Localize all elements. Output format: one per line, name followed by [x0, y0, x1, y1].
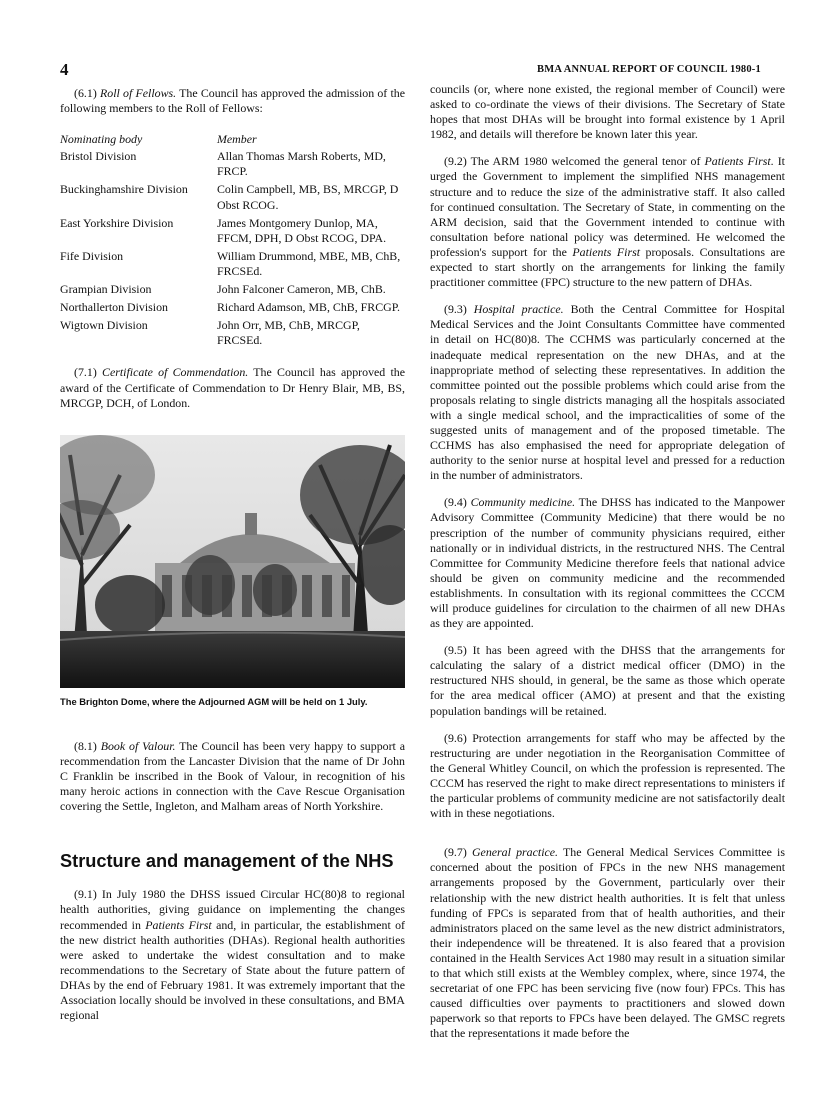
photo-ground [60, 631, 405, 688]
nominating-body-cell: Wigtown Division [60, 318, 148, 333]
paragraph-title: Hospital practice. [473, 302, 564, 317]
paragraph-9-2 [430, 154, 785, 290]
paragraph-8-1 [60, 739, 405, 814]
left-column [60, 86, 405, 1023]
paragraph-text: and, in particular, the establishment of the new district health authorities (DHAs). Regional health authorities were asked to undertake the widest consultation and to make recommendations to the Secretary of State about the future pattern of DHAs by the end of February 1981. It was extremely important that the Association locally should be involved in these consultations, and BMA regional [60, 917, 405, 1023]
nominating-body-cell: Fife Division [60, 248, 124, 263]
paragraph-9-4 [430, 495, 785, 631]
paragraph-title: Roll of Fellows. [100, 86, 177, 100]
nominating-body-cell: Bristol Division [60, 149, 137, 164]
italic-title: Patients First [572, 244, 641, 259]
table-row [60, 182, 405, 215]
right-column [430, 82, 785, 1041]
paragraph-9-3 [430, 302, 785, 483]
paragraph-number: (9.3) [444, 302, 467, 317]
paragraph-6-1 [60, 86, 405, 116]
italic-title: Patients First [704, 154, 771, 169]
paragraph-number: (9.7) [444, 845, 467, 860]
paragraph-9-7 [430, 845, 785, 1041]
running-title: BMA ANNUAL REPORT OF COUNCIL 1980-1 [537, 64, 761, 75]
table-row [60, 318, 405, 351]
paragraph-number: (9.1) [74, 887, 97, 902]
nominating-body-cell: Buckinghamshire Division [60, 182, 188, 197]
paragraph-text: The DHSS has indicated to the Manpower Advisory Committee (Community Medicine) that there would be no prescription of the number of community physicians required, either nationally or in individual districts, in the restructured NHS. The Central Committee for Community Medicine therefore feels that national advice should be given on community medicine and the recommended establishments. In consultation with its regional committees the CCCM will produce guidelines for circulation to the chairmen of all new DHAs as they are appointed. [430, 495, 785, 631]
paragraph-title: Certificate of Commendation. [102, 365, 249, 380]
photo-caption: The Brighton Dome, where the Adjourned AGM will be held on 1 July. [60, 695, 368, 707]
paragraph-text: In July 1980 the DHSS issued Circular HC(80)8 to regional health authorities, giving guidance on implementing the changes recommended in [60, 887, 405, 932]
paragraph-text: The ARM 1980 welcomed the general tenor of [470, 154, 701, 169]
paragraph-text: The Council has been very happy to support a recommendation from the Lancaster Division that the name of Dr John C Franklin be inscribed in the Book of Valour, in recognition of his many heroic actions in connection with the Cave Rescue Organisation covering the Settle, Ingleton, and Malham areas of North Yorkshire. [60, 738, 406, 814]
paragraph-9-6 [430, 731, 785, 822]
fellows-table [60, 132, 405, 351]
paragraph-text: The Council has approved the admission of the following members to the Roll of Fellows: [60, 86, 405, 116]
nominating-body-cell: Grampian Division [60, 282, 152, 297]
member-cell: Colin Campbell, MB, BS, MRCGP, D Obst RCOG. [217, 182, 399, 212]
paragraph-text: Both the Central Committee for Hospital Medical Services and the Joint Consultants Committee have commented in detail on HC(80)8. The CCHMS was particularly concerned at the inadequate medical representation on the new DHAs, and at the inappropriate method of selecting these representatives. In addition the committee pointed out the possible problems which could arise from the proposals relating to single districts managing all the hospitals associated with a single medical school, and the impracticalities of some of the suggested units of management and of the proposed timetable. The CCHMS has also emphasised the need for appropriate delegation of authority to the senior nurse at hospital level and pressed for a reduction in the number of administrators. [430, 302, 785, 483]
table-row [60, 282, 405, 300]
paragraph-number: (9.6) [444, 730, 467, 745]
paragraph-title: General practice. [471, 845, 559, 860]
paragraph-text: The General Medical Services Committee is concerned about the position of FPCs in the new NHS management arrangements proposed by the Government, particularly over their relationship with the new district health authorities. It is felt that unless funding of FPCs is separated from that of health authorities, and their administrators placed on the same level as the new district administrators, their independence will be threatened. It is also feared that a provision contained in the Health Services Act 1980 may result in a situation similar to that which still exists at the Wembley complex, where, since 1974, the secretariat of one FPC has been servicing five (now four) FPCs. This has caused difficulties over payments to practitioners and slowed down paperwork so that reports to FPCs have been delayed. The GMSC regrets that the representations it made before the [430, 845, 785, 1041]
paragraph-9-1-continued: councils (or, where none existed, the regional member of Council) were asked to co-ordinate the views of their divisions. The Secretary of State hopes that most DHAs will be brought into formal existence by 1 April 1982, and details will therefore be known later this year. [430, 82, 785, 142]
paragraph-text: It has been agreed with the DHSS that the arrangements for calculating the salary of a district medical officer (DMO) in the restructured NHS should, in general, be the same as those which operate for the area medical officer (AMO) at present and that the existing population bandings will be retained. [430, 643, 785, 718]
table-row [60, 249, 405, 282]
paragraph-title: Community medicine. [470, 495, 576, 510]
paragraph-title: Book of Valour. [100, 738, 176, 753]
brighton-dome-photo [60, 435, 405, 688]
section-heading: Structure and management of the NHS [60, 851, 394, 872]
paragraph-number: (9.4) [444, 495, 467, 510]
nominating-body-cell: Northallerton Division [60, 300, 168, 315]
paragraph-number: (8.1) [74, 738, 97, 753]
page-number: 4 [60, 60, 69, 79]
paragraph-7-1 [60, 365, 405, 410]
column-header-member: Member [217, 132, 257, 147]
paragraph-text: The Council has approved the award of the Certificate of Commendation to Dr Henry Blair, MB, BS, MRCGP, DCH, of London. [60, 365, 405, 410]
paragraph-number: (6.1) [74, 86, 97, 100]
paragraph-number: (9.2) [444, 154, 467, 169]
table-row [60, 149, 405, 182]
table-row [60, 216, 405, 249]
member-cell: Richard Adamson, MB, ChB, FRCGP. [217, 300, 401, 315]
paragraph-text: . It urged the Government to implement the simplified NHS management structure and to reduce the size of the administrative staff. It also called for continued consultation. The Secretary of State, in commenting on the ARM decision, said that the Government intended to continue with consultation before national policy was determined. He welcomed the profession's support for the [430, 154, 785, 259]
paragraph-9-1 [60, 887, 405, 1023]
nominating-body-cell: East Yorkshire Division [60, 215, 174, 230]
member-cell: John Orr, MB, ChB, MRCGP, FRCSEd. [217, 318, 360, 348]
paragraph-text: proposals. Consultations are expected to start shortly on the arrangements for linking the family practitioner committee (FPC) structure to the new pattern of DHAs. [430, 244, 786, 290]
paragraph-9-5 [430, 643, 785, 718]
italic-title: Patients First [145, 917, 212, 932]
column-header-nominating-body: Nominating body [60, 132, 143, 147]
paragraph-number: (9.5) [444, 643, 467, 658]
paragraph-number: (7.1) [74, 365, 97, 380]
table-row [60, 300, 405, 318]
paragraph-text: Protection arrangements for staff who may be affected by the restructuring are under negotiation in the Reorganisation Committee of the General Whitley Council, on which the profession is represented. The CCCM has reserved the right to make direct representations to ministers if the particular problems of community medicine are not satisfactorily dealt with in these negotiations. [430, 730, 785, 821]
member-cell: John Falconer Cameron, MB, ChB. [217, 282, 386, 297]
table-header-row [60, 132, 405, 149]
member-cell: Allan Thomas Marsh Roberts, MD, FRCP. [217, 149, 386, 179]
member-cell: William Drummond, MBE, MB, ChB, FRCSEd. [217, 248, 401, 278]
member-cell: James Montgomery Dunlop, MA, FFCM, DPH, D Obst RCOG, DPA. [217, 215, 387, 245]
